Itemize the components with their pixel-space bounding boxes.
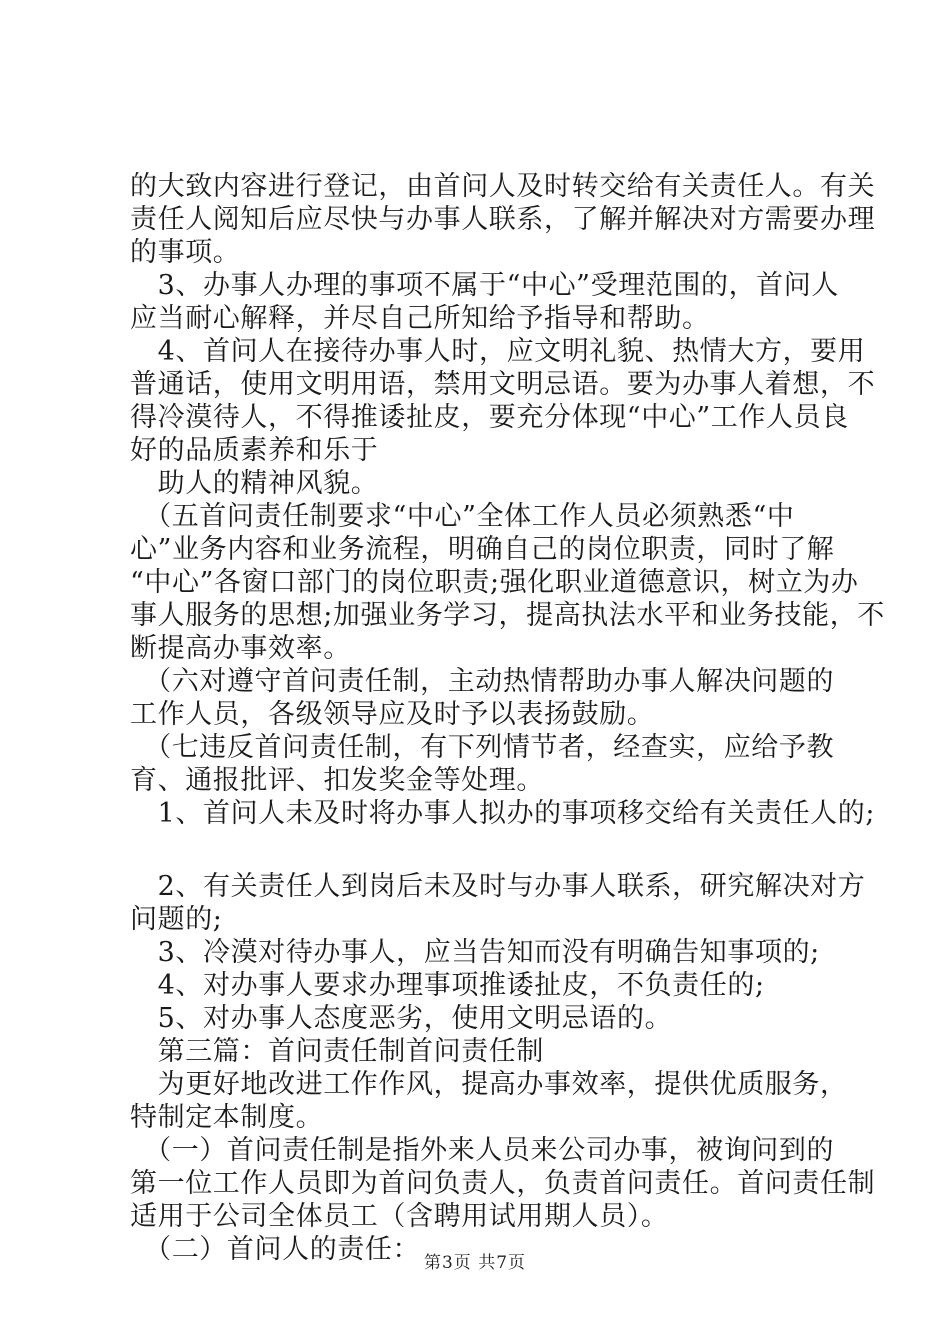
section-heading: 第三篇：首问责任制首问责任制 (130, 1036, 544, 1067)
text-line: 3、冷漠对待办事人，应当告知而没有明确告知事项的; (130, 937, 820, 968)
text-line: （一）首问责任制是指外来人员来公司办事，被询问到的 (130, 1135, 835, 1166)
text-line: 第一位工作人员即为首问负责人，负责首问责任。首问责任制 (130, 1168, 876, 1199)
text-line: 责任人阅知后应尽快与办事人联系，了解并解决对方需要办理 (130, 204, 876, 235)
text-line: 为更好地改进工作作风，提高办事效率，提供优质服务， (130, 1069, 848, 1100)
blank-line (130, 830, 830, 870)
text-line: 3、办事人办理的事项不属于“中心”受理范围的，首问人 (130, 270, 839, 301)
text-line: 问题的; (130, 904, 223, 935)
text-line: 特制定本制度。 (130, 1102, 324, 1133)
text-line: 普通话，使用文明用语，禁用文明忌语。要为办事人着想，不 (130, 369, 876, 400)
text-line: （五首问责任制要求“中心”全体工作人员必须熟悉“中 (130, 501, 795, 532)
text-line: 助人的精神风貌。 (130, 468, 379, 499)
text-line: 应当耐心解释，并尽自己所知给予指导和帮助。 (130, 303, 710, 334)
text-line: 2、有关责任人到岗后未及时与办事人联系，研究解决对方 (130, 871, 866, 902)
text-line: 5、对办事人态度恶劣，使用文明忌语的。 (130, 1003, 673, 1034)
text-line: （七违反首问责任制，有下列情节者，经查实，应给予教 (130, 732, 835, 763)
text-line: 育、通报批评、扣发奖金等处理。 (130, 765, 544, 796)
text-line: 4、对办事人要求办理事项推诿扯皮，不负责任的; (130, 970, 765, 1001)
text-line: 断提高办事效率。 (130, 633, 351, 664)
text-line: （六对遵守首问责任制，主动热情帮助办事人解决问题的 (130, 666, 835, 697)
document-body (130, 170, 885, 1266)
text-line: “中心”各窗口部门的岗位职责;强化职业道德意识，树立为办 (130, 567, 859, 598)
text-line: 1、首问人未及时将办事人拟办的事项移交给有关责任人的; (130, 798, 876, 829)
text-line: 心”业务内容和业务流程，明确自己的岗位职责，同时了解 (130, 534, 835, 565)
text-line: 的事项。 (130, 237, 241, 268)
text-line: 得冷漠待人，不得推诿扯皮，要充分体现“中心”工作人员良 (130, 402, 849, 433)
text-line: 事人服务的思想;加强业务学习，提高执法水平和业务技能，不 (130, 600, 885, 631)
text-line: （二）首问人的责任： (130, 1234, 421, 1265)
text-line: 4、首问人在接待办事人时，应文明礼貌、热情大方，要用 (130, 336, 866, 367)
page-number-footer: 第3页 共7页 (423, 1253, 527, 1273)
text-line: 适用于公司全体员工（含聘用试用期人员）。 (130, 1201, 669, 1232)
text-line: 好的品质素养和乐于 (130, 435, 379, 466)
text-line: 工作人员，各级领导应及时予以表扬鼓励。 (130, 699, 655, 730)
text-line: 的大致内容进行登记，由首问人及时转交给有关责任人。有关 (130, 171, 876, 202)
